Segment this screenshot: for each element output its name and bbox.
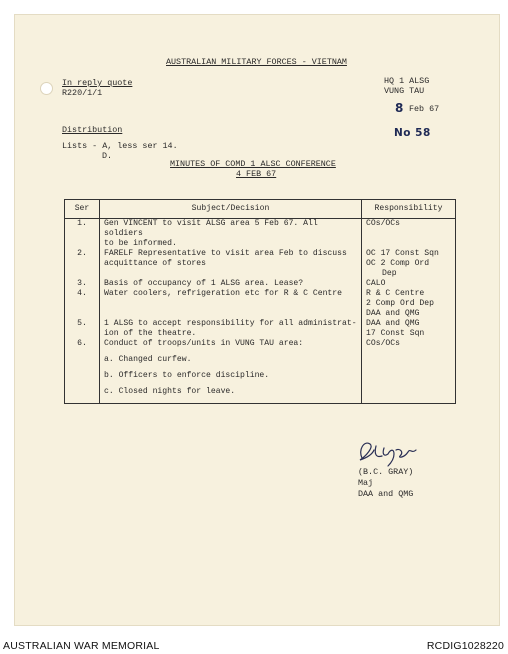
row-subitem: c. Closed nights for leave.	[104, 387, 236, 396]
table-row	[65, 319, 456, 339]
footer-institution: AUSTRALIAN WAR MEMORIAL	[3, 640, 160, 652]
distribution-lists: Lists - A, less ser 14.	[62, 141, 178, 151]
footer-record-id: RCDIG1028220	[426, 640, 504, 652]
distribution-d: D.	[102, 151, 113, 161]
signatory-rank: Maj	[358, 478, 374, 488]
row-responsibility: CALO	[362, 279, 456, 289]
document-heading: AUSTRALIAN MILITARY FORCES - VIETNAM	[166, 57, 347, 67]
table-row	[65, 339, 456, 404]
hq-name: HQ 1 ALSG	[384, 76, 430, 86]
signature-mark	[354, 438, 418, 468]
minutes-title: MINUTES OF COMD 1 ALSC CONFERENCE	[170, 159, 336, 169]
row-ser: 6.	[65, 339, 100, 404]
document-date: Feb 67	[409, 104, 440, 114]
reply-reference: R220/1/1	[62, 88, 103, 98]
signatory-role: DAA and QMG	[358, 489, 414, 499]
row-subitem: a. Changed curfew.	[104, 355, 192, 364]
row-responsibility: OC 17 Const Sqn OC 2 Comp Ord Dep	[362, 249, 456, 279]
row-subject: Gen VINCENT to visit ALSG area 5 Feb 67. All soldiers to be informed.	[100, 219, 362, 250]
row-responsibility: COs/OCs	[362, 219, 456, 250]
distribution-label: Distribution	[62, 125, 123, 135]
row-ser: 2.	[65, 249, 100, 279]
header-subject: Subject/Decision	[100, 200, 362, 219]
table-row	[65, 219, 456, 250]
row-subject: Basis of occupancy of 1 ALSG area. Lease?	[100, 279, 362, 289]
reply-label: In reply quote	[62, 78, 133, 88]
handwritten-day: 8	[395, 101, 404, 115]
row-ser: 3.	[65, 279, 100, 289]
row-subitem: b. Officers to enforce discipline.	[104, 371, 270, 380]
row-subject: Conduct of troops/units in VUNG TAU area: a. Changed curfew. b. Officers to enforce discipline. c. Closed nights for leave.	[100, 339, 362, 404]
minutes-table	[64, 199, 456, 404]
row-subject: FARELF Representative to visit area Feb to discuss acquittance of stores	[100, 249, 362, 279]
row-responsibility: R & C Centre 2 Comp Ord Dep DAA and QMG	[362, 289, 456, 319]
row-responsibility: COs/OCs	[362, 339, 456, 404]
table-row	[65, 289, 456, 319]
punch-hole	[40, 82, 53, 95]
hq-location: VUNG TAU	[384, 86, 425, 96]
handwritten-number: No 58	[394, 127, 431, 139]
minutes-date: 4 FEB 67	[236, 169, 277, 179]
header-responsibility: Responsibility	[362, 200, 456, 219]
row-ser: 5.	[65, 319, 100, 339]
table-row	[65, 249, 456, 279]
table-row	[65, 279, 456, 289]
signatory-name: (B.C. GRAY)	[358, 467, 414, 477]
header-ser: Ser	[65, 200, 100, 219]
row-subject: Water coolers, refrigeration etc for R & C Centre	[100, 289, 362, 319]
row-responsibility: DAA and QMG 17 Const Sqn	[362, 319, 456, 339]
row-subject: 1 ALSG to accept responsibility for all administrat- ion of the theatre.	[100, 319, 362, 339]
row-ser: 4.	[65, 289, 100, 319]
row-ser: 1.	[65, 219, 100, 250]
